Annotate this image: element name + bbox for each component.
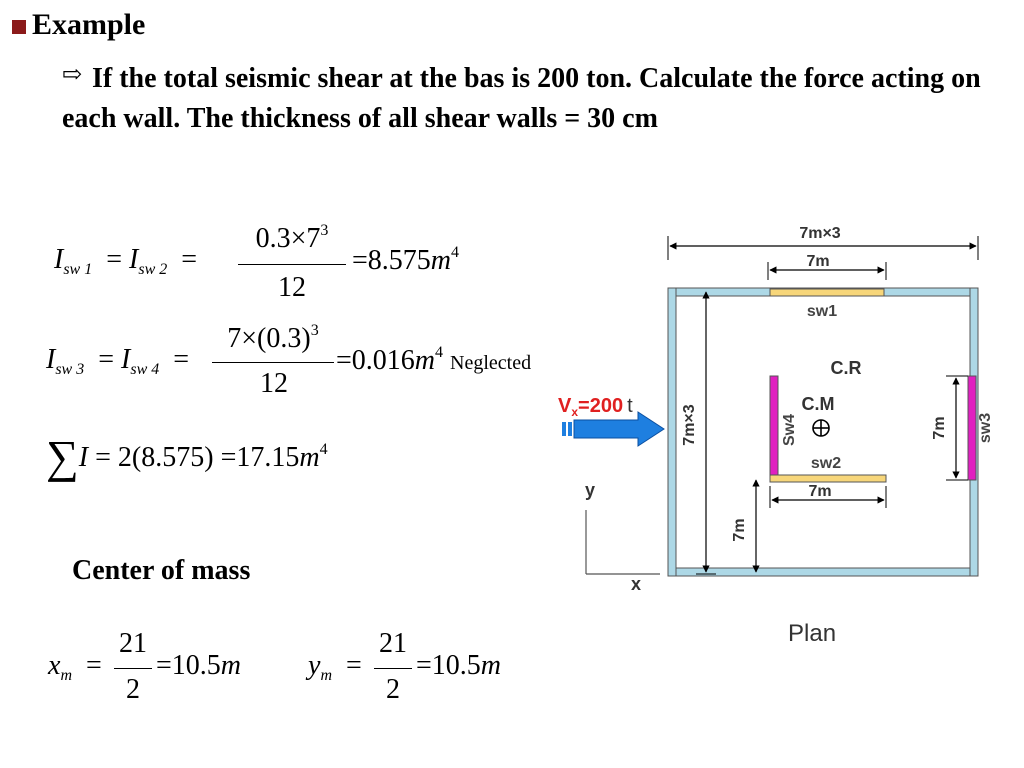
- sw3-label: sw3: [977, 412, 994, 444]
- force-label-value: =200: [578, 395, 624, 417]
- eq2-result-value: =0.016: [336, 345, 415, 376]
- eq1-lhs2: I: [129, 244, 139, 275]
- frame-bottom: [668, 568, 978, 576]
- eq2-sub1: sw 3: [55, 361, 85, 378]
- bottom-left-dim-label: 7m: [731, 518, 748, 542]
- top-dim-label: 7m×3: [799, 225, 841, 242]
- eq1-num-exp: 3: [320, 222, 329, 239]
- ym-sub: m: [320, 667, 332, 684]
- xm-unit: m: [220, 650, 242, 681]
- sw2-dim-label: 7m: [808, 483, 832, 500]
- xm-sub: m: [60, 667, 72, 684]
- xm-result-value: =10.5: [156, 650, 221, 681]
- plan-caption: Plan: [788, 620, 837, 647]
- eq1-lhs1: I: [54, 244, 64, 275]
- eq2-neglected-note: Neglected: [450, 352, 532, 374]
- eq2-unit-exp: 4: [435, 344, 444, 361]
- eq1-lhs: $I_{sw 1} = I_{sw 2}$ =: [54, 244, 198, 278]
- xm-numerator: 21: [119, 628, 147, 659]
- sw3-dim-label: 7m: [931, 416, 948, 440]
- ym-denominator: 2: [386, 674, 400, 705]
- eq2-sub2: sw 4: [130, 361, 160, 378]
- shear-wall-sw1: [770, 289, 884, 296]
- xm-var: x: [48, 650, 61, 681]
- center-of-mass-heading: Center of mass: [72, 555, 251, 586]
- eq3-var: I: [78, 442, 89, 473]
- eq2-num-exp: 3: [310, 322, 319, 339]
- force-label: [558, 395, 633, 419]
- y-axis-label: y: [584, 480, 596, 500]
- eq3-unit: m: [299, 442, 320, 473]
- shear-wall-sw2: [770, 475, 886, 482]
- sw1-dim-label: 7m: [806, 253, 830, 270]
- ym-lhs: $y_m$ =: [308, 650, 362, 684]
- x-axis-label: x: [630, 574, 642, 594]
- sw4-label: Sw4: [781, 413, 798, 447]
- center-of-mass-plan-label: C.M: [801, 394, 835, 414]
- force-label-sub: x: [571, 405, 579, 419]
- eq1-sub2: sw 2: [138, 261, 168, 278]
- xm-denominator: 2: [126, 674, 140, 705]
- force-label-v: V: [558, 395, 572, 417]
- sw2-label: sw2: [810, 455, 842, 472]
- force-label-unit: t: [627, 395, 633, 417]
- frame-left: [668, 288, 676, 576]
- xm-lhs: $x_m$ =: [48, 650, 102, 684]
- sw1-label: sw1: [806, 303, 838, 320]
- eq2-num-text: 7×(0.3): [227, 323, 311, 354]
- eq1-sub1: sw 1: [63, 261, 93, 278]
- eq2-lhs2: I: [121, 344, 131, 375]
- eq2-lhs: $I_{sw 3} = I_{sw 4}$ =: [46, 344, 190, 378]
- eq2-lhs1: I: [46, 344, 56, 375]
- eq1-num-text: 0.3×7: [255, 223, 321, 254]
- eq1-result-value: =8.575: [352, 245, 431, 276]
- eq3-unit-exp: 4: [319, 441, 328, 458]
- shear-wall-sw4: [770, 376, 778, 476]
- ym-numerator: 21: [379, 628, 407, 659]
- shear-wall-sw3: [968, 376, 976, 480]
- eq2-denominator: 12: [260, 368, 288, 399]
- eq2-unit: m: [414, 345, 436, 376]
- eq1-denominator: 12: [278, 272, 306, 303]
- ym-result-value: =10.5: [416, 650, 481, 681]
- eq3-rhs: = 2(8.575) =17.15: [95, 442, 300, 473]
- center-of-rigidity-label: C.R: [830, 358, 862, 378]
- slide-heading: Example: [32, 8, 146, 41]
- problem-text: If the total seismic shear at the bas is 200 ton. Calculate the force acting on each wall. The thickness of all shear walls = 30 cm: [62, 63, 981, 134]
- center-of-mass-symbol-icon: [813, 420, 829, 436]
- ym-var: y: [308, 650, 321, 681]
- left-dim-label: 7m×3: [681, 404, 698, 446]
- eq1-unit: m: [430, 245, 452, 276]
- sigma-symbol: ∑: [46, 431, 79, 482]
- bullet-arrow-icon: ⇨: [62, 62, 83, 88]
- ym-unit: m: [480, 650, 502, 681]
- eq1-unit-exp: 4: [451, 244, 460, 261]
